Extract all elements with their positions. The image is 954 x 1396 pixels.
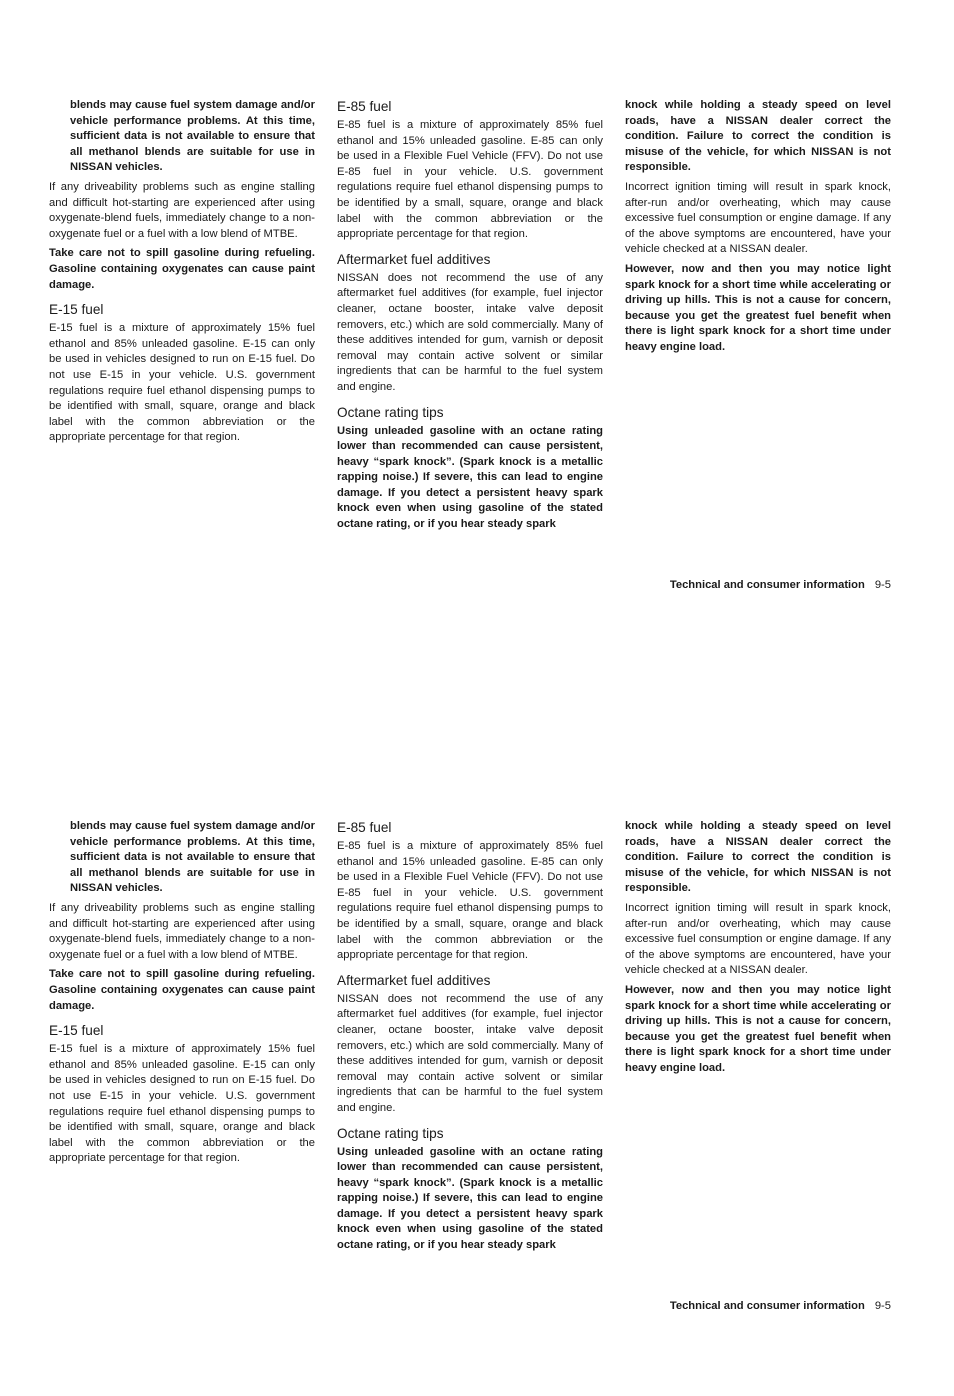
methanol-warning-continued: blends may cause fuel system damage and/or vehicle performance problems. At this time, sufficient data is not available to ensure that all methanol blends are suitable for use in NISSAN vehicles.: [70, 99, 315, 174]
additives-paragraph: NISSAN does not recommend the use of any aftermarket fuel additives (for example, fuel injector cleaner, octane booster, intake valve deposit removers, etc.) which are sold commercially. Many of these additives intended for gum, varnish or deposit removal may contain active solvent or similar ingredients that can be harmful to the fuel system and engine.: [337, 992, 603, 1114]
octane-warning: Using unleaded gasoline with an octane rating lower than recommended can cause persistent, heavy “spark knock”. (Spark knock is a metallic rapping noise.) If severe, this can lead to engine damage. If you detect a persistent heavy spark knock even when using gasoline of the stated octane rating, or if you hear steady spark: [337, 424, 603, 531]
e85-heading: E-85 fuel: [337, 99, 392, 114]
e15-heading: E-15 fuel: [49, 1023, 104, 1039]
footer-section-title: Technical and consumer information: [669, 579, 865, 591]
column-middle: [337, 819, 603, 1258]
footer-page-number: 9-5: [874, 1300, 891, 1312]
knock-warning-continued: knock while holding a steady speed on level roads, have a NISSAN dealer correct the condition. Failure to correct the condition is misuse of the vehicle, for which NISSAN is not responsible.: [625, 820, 891, 895]
spill-caution: Take care not to spill gasoline during refueling. Gasoline containing oxygenates can cause paint damage.: [49, 968, 315, 1012]
knock-warning-continued: knock while holding a steady speed on level roads, have a NISSAN dealer correct the condition. Failure to correct the condition is misuse of the vehicle, for which NISSAN is not responsible.: [625, 99, 891, 174]
column-right: [625, 819, 891, 1081]
footer-section-title: Technical and consumer information: [669, 1300, 865, 1312]
manual-page-2: [0, 721, 954, 1396]
light-knock-note: However, now and then you may notice light spark knock for a short time while accelerating or driving up hills. This is not a cause for concern, because you get the greatest fuel benefit when there is light spark knock for a short time under heavy engine load.: [625, 983, 891, 1074]
column-middle: [337, 98, 603, 537]
ignition-timing-paragraph: Incorrect ignition timing will result in spark knock, after-run and/or overheating, which may cause excessive fuel consumption or engine damage. If any of the above symptoms are encountered, have your vehicle checked at a NISSAN dealer.: [625, 180, 891, 256]
additives-heading: Aftermarket fuel additives: [337, 251, 491, 267]
octane-warning: Using unleaded gasoline with an octane rating lower than recommended can cause persistent, heavy “spark knock”. (Spark knock is a metallic rapping noise.) If severe, this can lead to engine damage. If you detect a persistent heavy spark knock even when using gasoline of the stated octane rating, or if you hear steady spark: [337, 1145, 603, 1252]
octane-heading: Octane rating tips: [337, 1125, 444, 1141]
driveability-paragraph: If any driveability problems such as engine stalling and difficult hot-starting are experienced after using oxygenate-blend fuels, immediately change to a non-oxygenate fuel or a fuel with a low blend of MTBE.: [49, 901, 315, 961]
column-right: [625, 98, 891, 360]
e15-heading: E-15 fuel: [49, 302, 104, 318]
octane-heading: Octane rating tips: [337, 404, 444, 420]
methanol-warning-continued: blends may cause fuel system damage and/or vehicle performance problems. At this time, sufficient data is not available to ensure that all methanol blends are suitable for use in NISSAN vehicles.: [70, 820, 315, 895]
driveability-paragraph: If any driveability problems such as engine stalling and difficult hot-starting are experienced after using oxygenate-blend fuels, immediately change to a non-oxygenate fuel or a fuel with a low blend of MTBE.: [49, 180, 315, 240]
e85-paragraph: E-85 fuel is a mixture of approximately 85% fuel ethanol and 15% unleaded gasoline. E-85 can only be used in a Flexible Fuel Vehicle (FFV). Do not use E-85 fuel in your vehicle. U.S. government regulations require fuel ethanol dispensing pumps to be identified by a small, square, orange and black label with the common abbreviation or the appropriate percentage for that region.: [337, 119, 603, 241]
manual-page-1: [0, 0, 954, 675]
page-footer: [670, 577, 891, 593]
light-knock-note: However, now and then you may notice light spark knock for a short time while accelerating or driving up hills. This is not a cause for concern, because you get the greatest fuel benefit when there is light spark knock for a short time under heavy engine load.: [625, 262, 891, 353]
column-left: [49, 819, 315, 1171]
footer-page-number: 9-5: [874, 579, 891, 591]
ignition-timing-paragraph: Incorrect ignition timing will result in spark knock, after-run and/or overheating, which may cause excessive fuel consumption or engine damage. If any of the above symptoms are encountered, have your vehicle checked at a NISSAN dealer.: [625, 901, 891, 977]
e15-paragraph: E-15 fuel is a mixture of approximately 15% fuel ethanol and 85% unleaded gasoline. E-15 can only be used in vehicles designed to run on E-15 fuel. Do not use E-15 in your vehicle. U.S. government regulations require fuel ethanol dispensing pumps to be identified with small, square, orange and black label with the common abbreviation or the appropriate percentage for that region.: [49, 322, 315, 444]
additives-heading: Aftermarket fuel additives: [337, 972, 491, 988]
page-footer: [670, 1298, 891, 1314]
e15-paragraph: E-15 fuel is a mixture of approximately 15% fuel ethanol and 85% unleaded gasoline. E-15 can only be used in vehicles designed to run on E-15 fuel. Do not use E-15 in your vehicle. U.S. government regulations require fuel ethanol dispensing pumps to be identified with small, square, orange and black label with the common abbreviation or the appropriate percentage for that region.: [49, 1043, 315, 1165]
e85-paragraph: E-85 fuel is a mixture of approximately 85% fuel ethanol and 15% unleaded gasoline. E-85 can only be used in a Flexible Fuel Vehicle (FFV). Do not use E-85 fuel in your vehicle. U.S. government regulations require fuel ethanol dispensing pumps to be identified by a small, square, orange and black label with the common abbreviation or the appropriate percentage for that region.: [337, 840, 603, 962]
e85-heading: E-85 fuel: [337, 820, 392, 835]
column-left: [49, 98, 315, 450]
additives-paragraph: NISSAN does not recommend the use of any aftermarket fuel additives (for example, fuel injector cleaner, octane booster, intake valve deposit removers, etc.) which are sold commercially. Many of these additives intended for gum, varnish or deposit removal may contain active solvent or similar ingredients that can be harmful to the fuel system and engine.: [337, 271, 603, 393]
spill-caution: Take care not to spill gasoline during refueling. Gasoline containing oxygenates can cause paint damage.: [49, 247, 315, 291]
